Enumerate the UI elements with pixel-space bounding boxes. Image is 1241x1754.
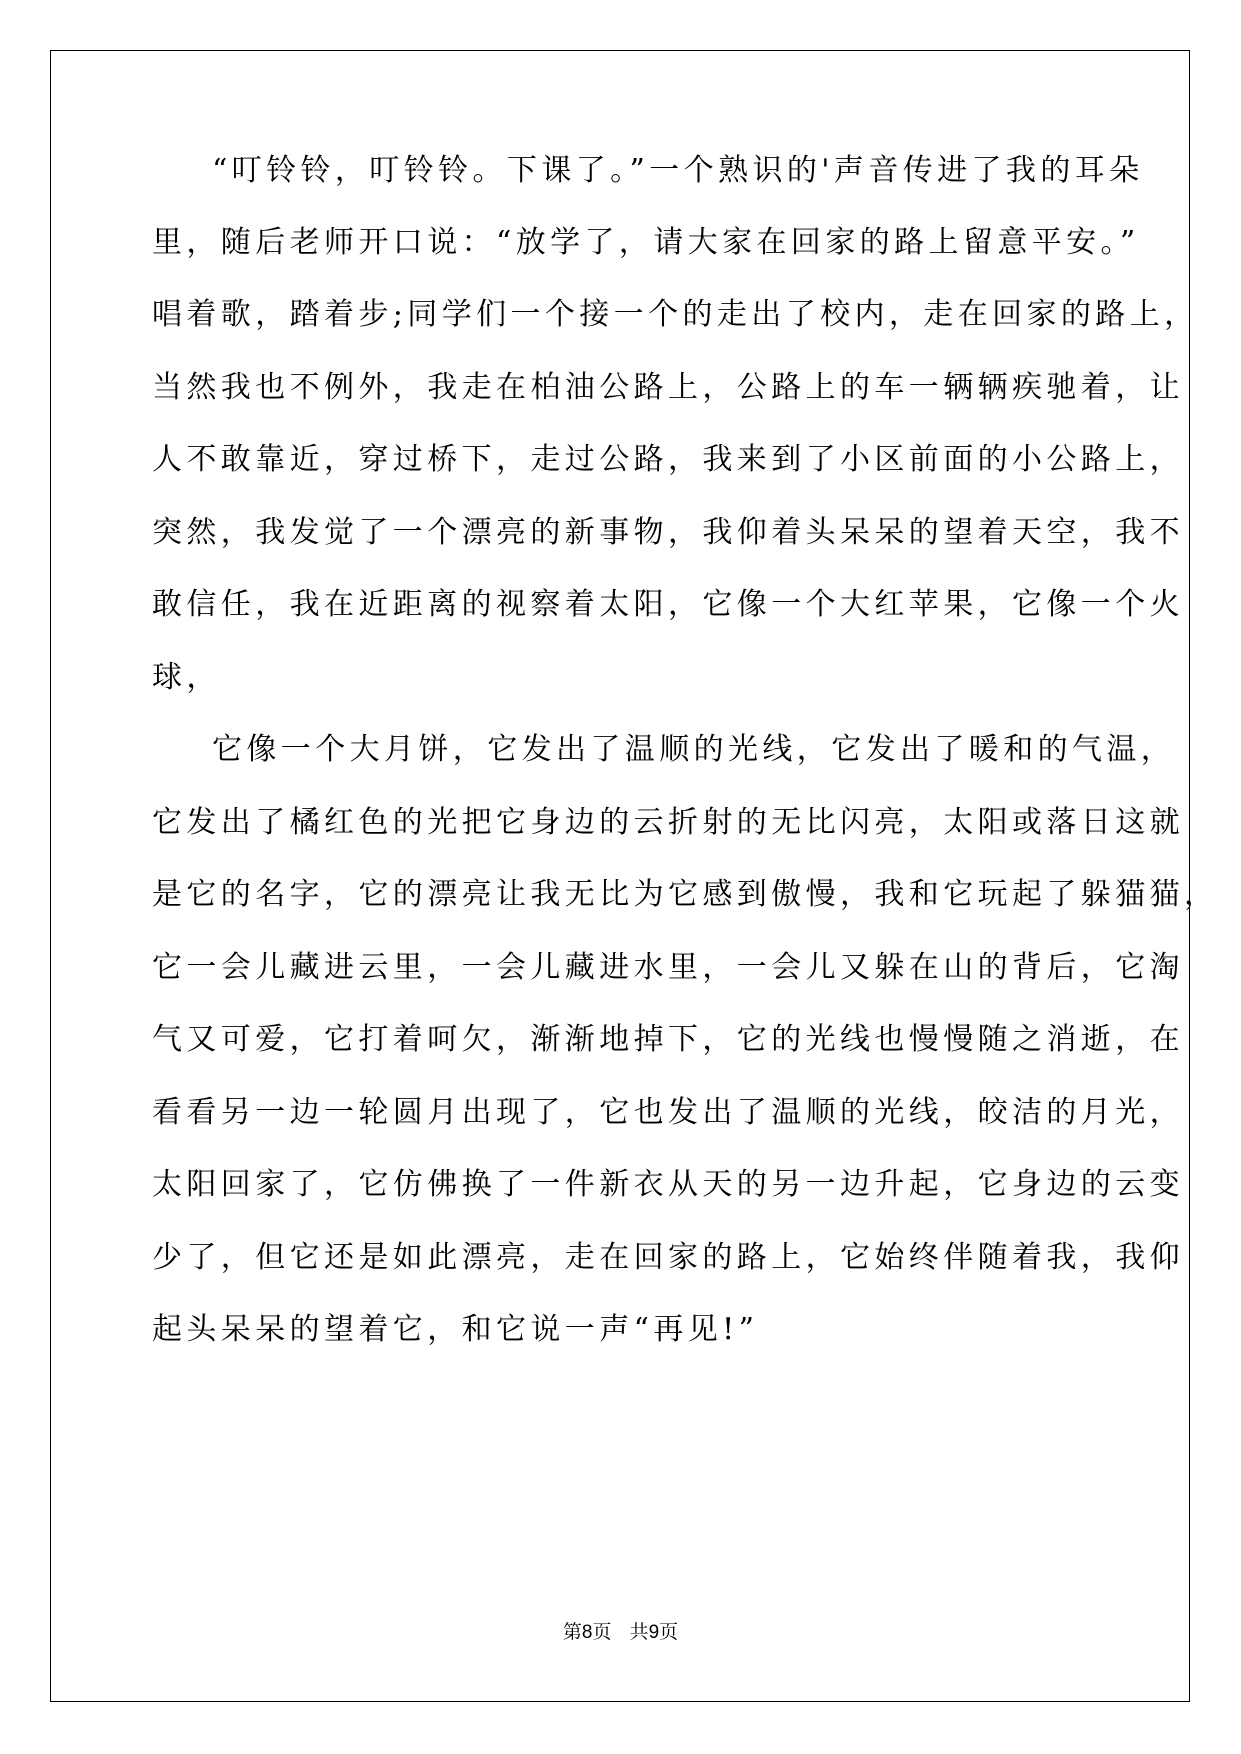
- paragraph-1-line-3: 唱着歌，踏着步;同学们一个接一个的走出了校内，走在回家的路上，: [152, 297, 1199, 332]
- paragraph-1-line-5: 人不敢靠近，穿过桥下，走过公路，我来到了小区前面的小公路上，: [152, 442, 1184, 477]
- paragraph-2-line-4: 它一会儿藏进云里，一会儿藏进水里，一会儿又躲在山的背后，它淘: [152, 950, 1184, 985]
- current-page-number: 8: [581, 1622, 593, 1643]
- footer-suffix: 页: [659, 1621, 679, 1643]
- total-pages-number: 9: [648, 1622, 660, 1643]
- paragraph-2-line-9: 起头呆呆的望着它，和它说一声“再见!”: [152, 1312, 759, 1347]
- paragraph-2-line-5: 气又可爱，它打着呵欠，渐渐地掉下，它的光线也慢慢随之消逝，在: [152, 1022, 1184, 1057]
- paragraph-1-line-1: “叮铃铃，叮铃铃。下课了。”一个熟识的'声音传进了我的耳朵: [212, 153, 1144, 188]
- page-footer: [0, 1620, 1241, 1645]
- paragraph-1-line-7: 敢信任，我在近距离的视察着太阳，它像一个大红苹果，它像一个火: [152, 587, 1184, 622]
- footer-prefix: 第: [562, 1621, 582, 1643]
- paragraph-1-line-4: 当然我也不例外，我走在柏油公路上，公路上的车一辆辆疾驰着，让: [152, 370, 1184, 405]
- paragraph-2-line-2: 它发出了橘红色的光把它身边的云折射的无比闪亮，太阳或落日这就: [152, 805, 1184, 840]
- paragraph-1-line-8: 球，: [152, 660, 221, 695]
- paragraph-2-line-6: 看看另一边一轮圆月出现了，它也发出了温顺的光线，皎洁的月光，: [152, 1095, 1184, 1130]
- paragraph-2-line-1: 它像一个大月饼，它发出了温顺的光线，它发出了暖和的气温，: [212, 732, 1176, 767]
- paragraph-2-line-7: 太阳回家了，它仿佛换了一件新衣从天的另一边升起，它身边的云变: [152, 1167, 1184, 1202]
- paragraph-1-line-6: 突然，我发觉了一个漂亮的新事物，我仰着头呆呆的望着天空，我不: [152, 515, 1184, 550]
- paragraph-1-line-2: 里，随后老师开口说：“放学了，请大家在回家的路上留意平安。”: [152, 225, 1140, 260]
- paragraph-2-line-8: 少了，但它还是如此漂亮，走在回家的路上，它始终伴随着我，我仰: [152, 1240, 1184, 1275]
- footer-middle: 页 共: [592, 1621, 649, 1643]
- paragraph-2-line-3: 是它的名字，它的漂亮让我无比为它感到傲慢，我和它玩起了躲猫猫，: [152, 877, 1219, 912]
